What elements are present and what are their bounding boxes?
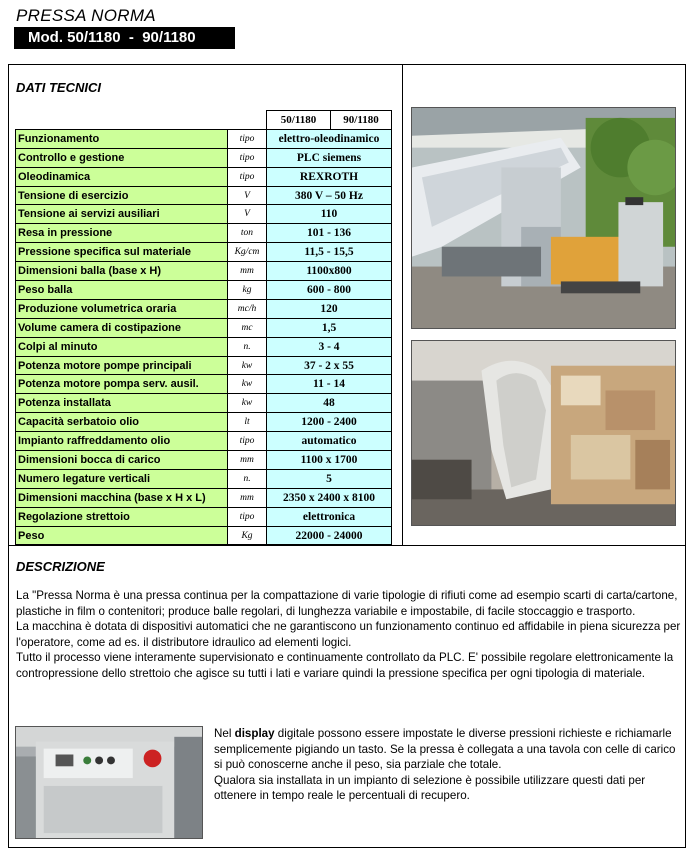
spec-unit: kw xyxy=(228,356,267,375)
spec-unit: Kg xyxy=(228,526,267,545)
spec-value: 48 xyxy=(267,394,392,413)
spec-unit: tipo xyxy=(228,148,267,167)
spec-name: Tensione di esercizio xyxy=(16,186,228,205)
display-keyword: display xyxy=(234,727,275,740)
spec-value: PLC siemens xyxy=(267,148,392,167)
spec-value: 5 xyxy=(267,469,392,488)
spec-row xyxy=(16,167,392,186)
spec-name: Impianto raffreddamento olio xyxy=(16,432,228,451)
spec-value: 380 V – 50 Hz xyxy=(267,186,392,205)
spec-row xyxy=(16,205,392,224)
spec-unit: mm xyxy=(228,488,267,507)
spec-name: Resa in pressione xyxy=(16,224,228,243)
specs-section-title: DATI TECNICI xyxy=(16,80,101,95)
spec-row xyxy=(16,356,392,375)
control-panel-photo xyxy=(15,726,203,839)
spec-value: 101 - 136 xyxy=(267,224,392,243)
spec-unit: kw xyxy=(228,394,267,413)
spec-name: Peso balla xyxy=(16,281,228,300)
spec-value: 3 - 4 xyxy=(267,337,392,356)
spec-name: Controllo e gestione xyxy=(16,148,228,167)
spec-name: Oleodinamica xyxy=(16,167,228,186)
spec-row xyxy=(16,243,392,262)
spec-row xyxy=(16,281,392,300)
spec-unit: tipo xyxy=(228,507,267,526)
spec-name: Potenza motore pompa serv. ausil. xyxy=(16,375,228,394)
spec-value: 11 - 14 xyxy=(267,375,392,394)
spec-row xyxy=(16,186,392,205)
spec-row xyxy=(16,318,392,337)
spec-name: Dimensioni balla (base x H) xyxy=(16,262,228,281)
spec-row xyxy=(16,526,392,545)
spec-value: 1,5 xyxy=(267,318,392,337)
spec-unit: n. xyxy=(228,469,267,488)
spec-value: automatico xyxy=(267,432,392,451)
spec-value: 120 xyxy=(267,299,392,318)
spec-name: Pressione specifica sul materiale xyxy=(16,243,228,262)
spec-row xyxy=(16,488,392,507)
spec-row xyxy=(16,469,392,488)
spec-name: Produzione volumetrica oraria xyxy=(16,299,228,318)
spec-row xyxy=(16,337,392,356)
spec-value: elettronica xyxy=(267,507,392,526)
spec-name: Peso xyxy=(16,526,228,545)
spec-unit: lt xyxy=(228,413,267,432)
spec-value: 1100x800 xyxy=(267,262,392,281)
spec-unit: mm xyxy=(228,262,267,281)
display-paragraph xyxy=(214,726,682,773)
spec-name: Colpi al minuto xyxy=(16,337,228,356)
spec-unit: tipo xyxy=(228,432,267,451)
spec-row xyxy=(16,262,392,281)
description-text xyxy=(16,588,682,681)
spec-row xyxy=(16,224,392,243)
spec-header-blank xyxy=(16,111,267,130)
spec-value: 22000 - 24000 xyxy=(267,526,392,545)
description-paragraph: La macchina è dotata di dispositivi automatici che ne garantiscono un funzionamento continuo ed affidabile in piena sicurezza per l'operatore, come ad es. il distributore idraulico ad elementi logici. xyxy=(16,620,681,649)
spec-value: 1100 x 1700 xyxy=(267,451,392,470)
spec-column-header: 90/1180 xyxy=(331,111,392,130)
spec-row xyxy=(16,148,392,167)
baler-machine-photo xyxy=(411,107,676,329)
spec-name: Tensione ai servizi ausiliari xyxy=(16,205,228,224)
spec-name: Regolazione strettoio xyxy=(16,507,228,526)
spec-unit: V xyxy=(228,205,267,224)
spec-name: Funzionamento xyxy=(16,129,228,148)
display-paragraph-second: Qualora sia installata in un impianto di selezione è possibile utilizzare questi dati per ottenere in tempo reale le percentuali di recupero. xyxy=(214,773,646,802)
spec-row xyxy=(16,507,392,526)
spec-name: Volume camera di costipazione xyxy=(16,318,228,337)
spec-row xyxy=(16,299,392,318)
spec-row xyxy=(16,432,392,451)
spec-unit: kw xyxy=(228,375,267,394)
press-in-operation-photo xyxy=(411,340,676,526)
spec-value: 600 - 800 xyxy=(267,281,392,300)
spec-unit: Kg/cm xyxy=(228,243,267,262)
spec-row xyxy=(16,394,392,413)
spec-unit: tipo xyxy=(228,167,267,186)
spec-name: Capacità serbatoio olio xyxy=(16,413,228,432)
spec-value: 2350 x 2400 x 8100 xyxy=(267,488,392,507)
spec-value: REXROTH xyxy=(267,167,392,186)
spec-header-row xyxy=(16,111,392,130)
spec-value: 1200 - 2400 xyxy=(267,413,392,432)
spec-row xyxy=(16,375,392,394)
spec-name: Dimensioni bocca di carico xyxy=(16,451,228,470)
model-banner: Mod. 50/1180 - 90/1180 xyxy=(14,27,235,49)
spec-unit: mc/h xyxy=(228,299,267,318)
description-paragraph: Tutto il processo viene interamente supervisionato e continuamente controllato da PLC. E' possibile regolare elettronicamente la contropressione dello strettoio che agisce su tutti i lati e variare quindi la pressione specifica per ogni tipologia di materiale. xyxy=(16,651,674,680)
spec-unit: V xyxy=(228,186,267,205)
spec-name: Potenza motore pompe principali xyxy=(16,356,228,375)
spec-value: 110 xyxy=(267,205,392,224)
spec-column-header: 50/1180 xyxy=(267,111,331,130)
spec-value: elettro-oleodinamico xyxy=(267,129,392,148)
document-title: PRESSA NORMA xyxy=(16,6,156,25)
spec-unit: mm xyxy=(228,451,267,470)
description-section-title: DESCRIZIONE xyxy=(16,559,105,574)
spec-unit: mc xyxy=(228,318,267,337)
display-intro-text: Nel xyxy=(214,727,235,740)
spec-name: Numero legature verticali xyxy=(16,469,228,488)
spec-table xyxy=(15,110,392,545)
display-description-text xyxy=(214,726,682,804)
spec-row xyxy=(16,451,392,470)
spec-name: Potenza installata xyxy=(16,394,228,413)
spec-unit: kg xyxy=(228,281,267,300)
spec-unit: tipo xyxy=(228,129,267,148)
spec-row xyxy=(16,413,392,432)
spec-row xyxy=(16,129,392,148)
column-divider xyxy=(402,65,403,545)
display-rest-text: digitale possono essere impostate le diverse pressioni richieste e richiamarle semplicemente pigiando un tasto. Se la pressa è collegata a una tavola con celle di carico si può conoscerne anche il peso, sia parziale che totale. xyxy=(214,727,676,771)
spec-unit: ton xyxy=(228,224,267,243)
spec-value: 37 - 2 x 55 xyxy=(267,356,392,375)
spec-value: 11,5 - 15,5 xyxy=(267,243,392,262)
spec-name: Dimensioni macchina (base x H x L) xyxy=(16,488,228,507)
spec-unit: n. xyxy=(228,337,267,356)
description-paragraph: La "Pressa Norma è una pressa continua per la compattazione di varie tipologie di rifiuti come ad esempio scarti di carta/cartone, plastiche in film o contenitori; produce balle regolari, di lunghezza variabile e impostabile, di facile stoccaggio e trasporto. xyxy=(16,589,678,618)
